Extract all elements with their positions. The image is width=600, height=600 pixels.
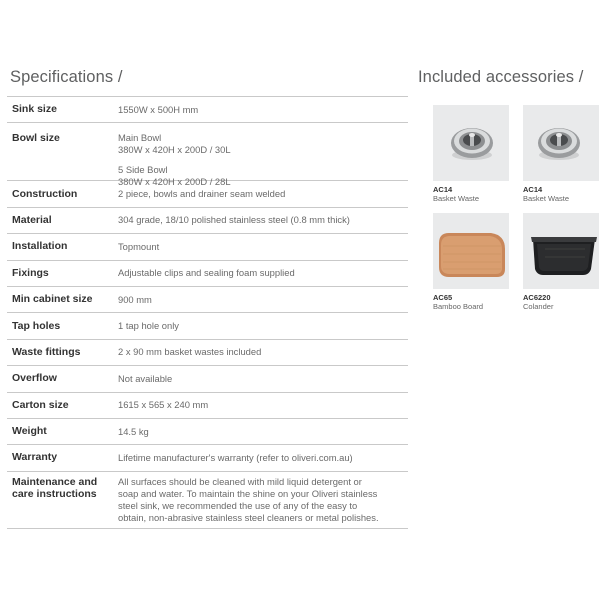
spec-value: 1 tap hole only: [118, 320, 179, 332]
accessory-card: [523, 213, 599, 311]
spec-value: 14.5 kg: [118, 425, 149, 437]
spec-label: Tap holes: [12, 319, 61, 332]
colander-icon: [523, 213, 599, 289]
spec-label: Overflow: [12, 372, 57, 385]
accessory-name: Bamboo Board: [433, 302, 484, 311]
spec-row-min-cabinet-size: [7, 287, 408, 313]
accessory-name: Colander: [523, 302, 554, 311]
spec-label: Carton size: [12, 398, 69, 411]
spec-row-installation: [7, 234, 408, 260]
spec-value: 304 grade, 18/10 polished stainless steel (0.8 mm thick): [118, 214, 350, 226]
spec-row-sink-size: [7, 97, 408, 123]
spec-value-line: 380W x 420H x 200D / 28L: [118, 176, 231, 188]
spec-row-weight: [7, 419, 408, 445]
spec-row-material: [7, 208, 408, 234]
spec-value-line: obtain, non-abrasive stainless steel cleaners or metal polishes.: [118, 511, 379, 523]
spec-value: 900 mm: [118, 293, 152, 305]
spec-label: Min cabinet size: [12, 293, 93, 306]
spec-label: Bowl size: [12, 132, 60, 145]
spec-value: Adjustable clips and sealing foam supplied: [118, 267, 295, 279]
spec-row-warranty: [7, 445, 408, 471]
spec-value: 1550W x 500H mm: [118, 103, 199, 115]
accessory-card: [523, 105, 599, 203]
spec-row-fixings: [7, 261, 408, 287]
accessories-title: Included accessories /: [418, 68, 584, 86]
spec-row-tap-holes: [7, 313, 408, 339]
specifications-title: Specifications /: [10, 68, 123, 86]
spec-label: Fixings: [12, 266, 49, 279]
spec-value: [118, 476, 408, 528]
accessory-code: AC6220: [523, 293, 551, 302]
spec-row-maintenance: [7, 472, 408, 529]
spec-value-line: steel sink, we recommended the use of any of the easy to: [118, 499, 358, 511]
spec-value-line: 380W x 420H x 200D / 30L: [118, 144, 231, 156]
accessory-card: [433, 105, 509, 203]
spec-row-bowl-size: [7, 123, 408, 188]
basket-waste-icon: [523, 105, 599, 181]
accessory-card: [433, 213, 509, 311]
spec-row-overflow: [7, 366, 408, 392]
spec-label: [7, 476, 118, 528]
spec-value: 2 piece, bowls and drainer seam welded: [118, 188, 286, 200]
spec-value: Topmount: [118, 240, 160, 252]
basket-waste-icon: [433, 105, 509, 181]
spec-value-line: All surfaces should be cleaned with mild liquid detergent or: [118, 475, 362, 487]
bamboo-board-icon: [433, 213, 509, 289]
specifications-table: [7, 96, 408, 529]
spec-label: Weight: [12, 425, 47, 438]
spec-label: Waste fittings: [12, 345, 81, 358]
spec-label-line: Maintenance and: [12, 475, 98, 488]
spec-label: Installation: [12, 240, 68, 253]
accessory-name: Basket Waste: [523, 194, 569, 203]
spec-value: [118, 132, 408, 188]
spec-value-line: soap and water. To maintain the shine on your Oliveri stainless: [118, 487, 378, 499]
spec-label: Warranty: [12, 451, 58, 464]
accessory-name: Basket Waste: [433, 194, 479, 203]
accessory-code: AC14: [523, 185, 543, 194]
spec-label: Construction: [12, 187, 78, 200]
spec-value: 1615 x 565 x 240 mm: [118, 399, 209, 411]
accessory-code: AC14: [433, 185, 453, 194]
spec-label-line: care instructions: [12, 488, 97, 501]
spec-value: Lifetime manufacturer's warranty (refer to oliveri.com.au): [118, 451, 353, 463]
spec-value: 2 x 90 mm basket wastes included: [118, 346, 262, 358]
spec-label: Material: [12, 213, 52, 226]
accessory-code: AC65: [433, 293, 453, 302]
spec-row-carton-size: [7, 393, 408, 419]
spec-label: Sink size: [12, 103, 57, 116]
spec-value-line: 5 Side Bowl: [118, 164, 168, 176]
spec-value-line: Main Bowl: [118, 132, 162, 144]
spec-row-waste-fittings: [7, 340, 408, 366]
spec-value: Not available: [118, 372, 173, 384]
